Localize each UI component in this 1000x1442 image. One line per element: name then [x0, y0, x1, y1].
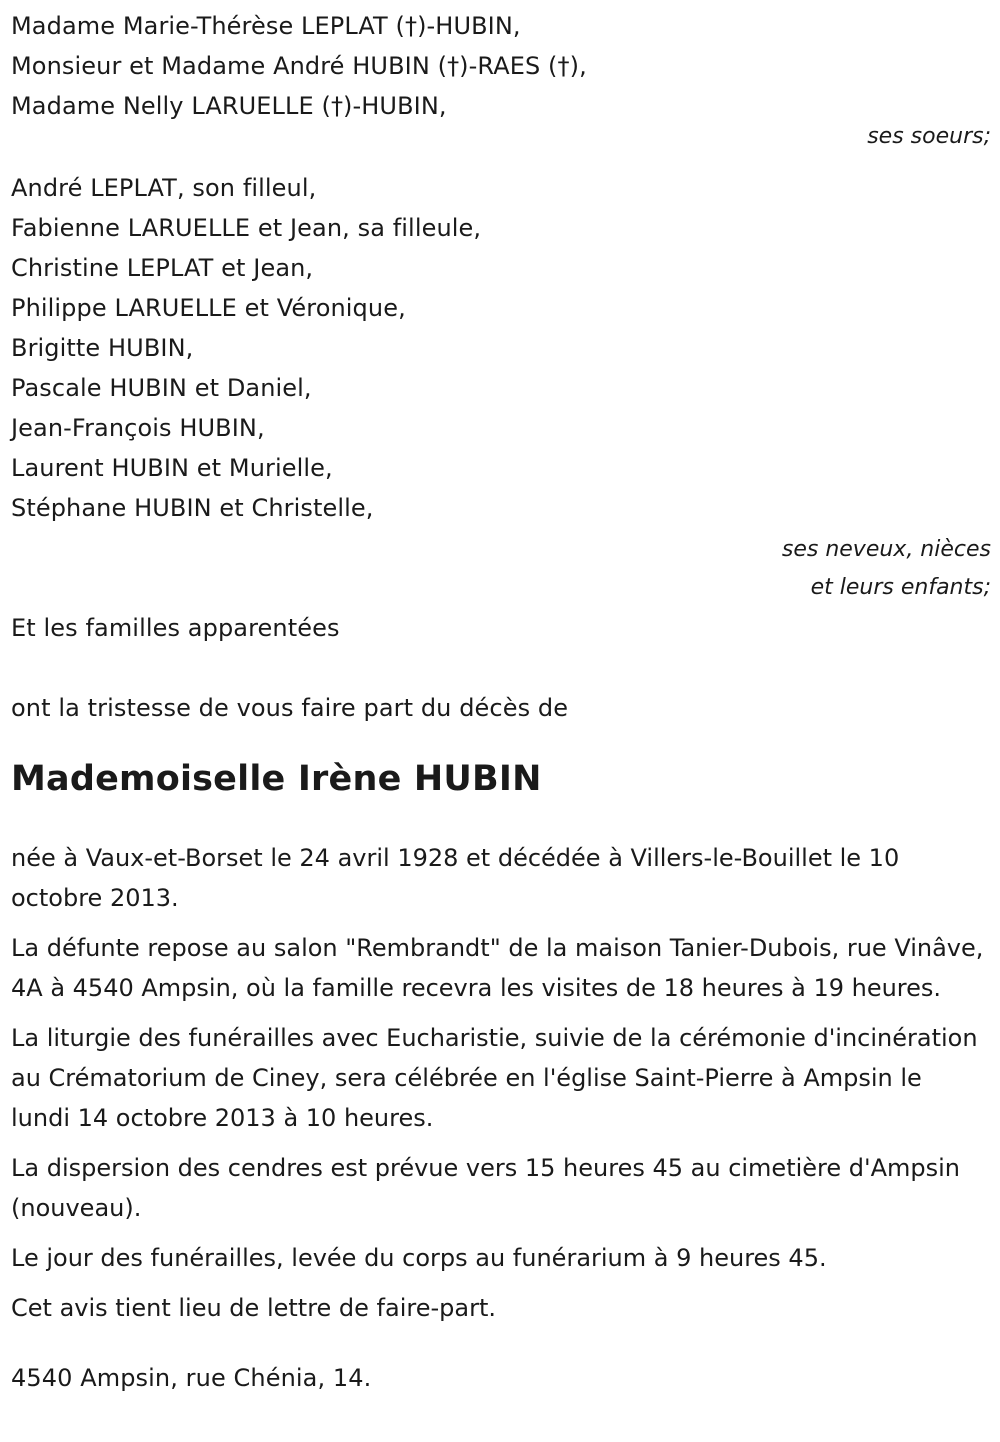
family-address: 4540 Ampsin, rue Chénia, 14.	[11, 1364, 372, 1392]
nephews-label: ses neveux, nièces	[781, 537, 991, 562]
body-removal-paragraph: Le jour des funérailles, levée du corps au funérarium à 9 heures 45.	[11, 1244, 827, 1272]
nephew-line: Stéphane HUBIN et Christelle,	[11, 494, 374, 522]
birth-death-paragraph: née à Vaux-et-Borset le 24 avril 1928 et décédée à Villers-le-Bouillet le 10 octobre 2013.	[11, 844, 900, 912]
visitation-paragraph: La défunte repose au salon "Rembrandt" de la maison Tanier-Dubois, rue Vinâve, 4A à 4540 Ampsin, où la famille recevra les visites de 18 heures à 19 heures.	[11, 934, 984, 1002]
sibling-line: Madame Nelly LARUELLE (†)-HUBIN,	[11, 92, 447, 120]
nephews-label-continued: et leurs enfants;	[810, 575, 991, 600]
sibling-line: Monsieur et Madame André HUBIN (†)-RAES (†),	[11, 52, 587, 80]
related-families: Et les familles apparentées	[11, 614, 340, 642]
nephew-line: Philippe LARUELLE et Véronique,	[11, 294, 406, 322]
nephew-line: Fabienne LARUELLE et Jean, sa filleule,	[11, 214, 482, 242]
nephew-line: Laurent HUBIN et Murielle,	[11, 454, 333, 482]
nephews-list	[11, 168, 991, 528]
notice-paragraph: Cet avis tient lieu de lettre de faire-part.	[11, 1294, 496, 1322]
nephew-line: Pascale HUBIN et Daniel,	[11, 374, 312, 402]
nephew-line: Brigitte HUBIN,	[11, 334, 194, 362]
siblings-list	[11, 6, 991, 126]
sibling-line: Madame Marie-Thérèse LEPLAT (†)-HUBIN,	[11, 12, 521, 40]
nephew-line: André LEPLAT, son filleul,	[11, 174, 317, 202]
siblings-label: ses soeurs;	[867, 124, 991, 149]
announcement-text: ont la tristesse de vous faire part du décès de	[11, 694, 569, 722]
deceased-name: Mademoiselle Irène HUBIN	[11, 759, 542, 799]
funeral-paragraph: La liturgie des funérailles avec Eucharistie, suivie de la cérémonie d'incinération au Crématorium de Ciney, sera célébrée en l'église Saint-Pierre à Ampsin le lundi 14 octobre 2013 à 10 heures.	[11, 1024, 978, 1132]
obituary-notice	[11, 6, 991, 1398]
nephew-line: Jean-François HUBIN,	[11, 414, 265, 442]
ashes-paragraph: La dispersion des cendres est prévue vers 15 heures 45 au cimetière d'Ampsin (nouveau).	[11, 1154, 961, 1222]
nephew-line: Christine LEPLAT et Jean,	[11, 254, 314, 282]
